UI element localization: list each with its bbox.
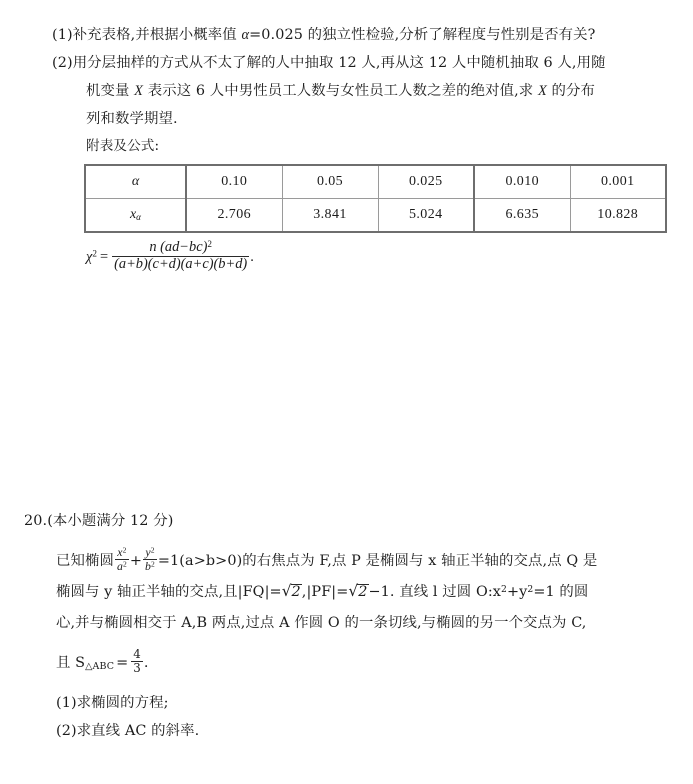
ellipse-den-a-sup: 2 <box>122 559 127 569</box>
random-variable-x: X <box>134 83 144 99</box>
question20-body-line2 <box>56 584 588 599</box>
table-cell-alpha-3: 0.010 <box>474 165 570 199</box>
chi-square-formula <box>86 240 254 272</box>
area-denominator: 3 <box>133 660 141 675</box>
alpha-symbol: α <box>241 27 250 43</box>
part1-text-after: 的独立性检验,分析了解程度与性别是否有关? <box>302 27 596 43</box>
ellipse-num-x-base: x <box>117 545 123 559</box>
table-cell-xalpha-0: 2.706 <box>186 199 282 233</box>
chi-denominator: (a+b)(c+d)(a+c)(b+d) <box>114 255 248 272</box>
chi-numerator <box>112 240 249 256</box>
sqrt-2-first <box>282 584 302 599</box>
part2-line2-b: 表示这 6 人中男性员工人数与女性员工人数之差的绝对值,求 <box>143 83 538 99</box>
question20-score-note: (本小题满分 12 分) <box>47 513 174 529</box>
table-header-x-alpha <box>85 199 186 233</box>
formula-trailing-dot: . <box>250 248 254 265</box>
part1-label: (1) <box>52 27 73 43</box>
q20-l2-a: 椭圆与 y 轴正半轴的交点,且|FQ|= <box>56 584 282 600</box>
question20-number: 20. <box>24 513 48 529</box>
question20-sub1-text: 求椭圆的方程; <box>76 695 169 711</box>
circle-y-exponent: 2 <box>527 583 534 595</box>
table-cell-alpha-4: 0.001 <box>570 165 666 199</box>
table-cell-alpha-1: 0.05 <box>282 165 378 199</box>
table-cell-alpha-2: 0.025 <box>378 165 474 199</box>
question20-sub2 <box>56 724 199 738</box>
question19-part2-line1 <box>52 56 606 70</box>
radical-body-1: 2 <box>291 584 301 600</box>
table-cell-xalpha-2: 5.024 <box>378 199 474 233</box>
random-variable-x-2: X <box>537 83 547 99</box>
part1-text-before: 补充表格,并根据小概率值 <box>72 27 242 43</box>
table-cell-alpha-0: 0.10 <box>186 165 282 199</box>
ellipse-plus: + <box>129 552 143 569</box>
chi-symbol: χ <box>86 248 93 265</box>
chi-numerator-exponent: 2 <box>207 239 212 249</box>
part2-line2-c: 的分布 <box>546 83 595 99</box>
part1-equals: = <box>249 27 262 43</box>
question19-part2-line3 <box>86 112 178 126</box>
critical-value-table <box>84 164 667 233</box>
part2-line1-text: 用分层抽样的方式从不太了解的人中抽取 12 人,再从这 12 人中随机抽取 6 人,用随 <box>72 55 606 71</box>
question19-part1-line <box>52 28 595 42</box>
q20-l2-d: +y <box>506 584 528 600</box>
part1-alpha-value: 0.025 <box>261 27 303 43</box>
table-header-x-sub: α <box>136 212 142 223</box>
ellipse-num-y <box>143 546 157 559</box>
radical-sign-2: √ <box>348 582 359 600</box>
radical-sign-1: √ <box>281 582 292 600</box>
ellipse-den-b-sup: 2 <box>151 559 155 569</box>
ellipse-den-a-base: a <box>116 558 123 573</box>
attachment-heading: 附表及公式: <box>86 138 160 154</box>
q20-l2-b: ,|PF|= <box>301 584 349 600</box>
question20-body-line3: 心,并与椭圆相交于 A,B 两点,过点 A 作圆 O 的一条切线,与椭圆的另一个交点为 C, <box>56 615 587 631</box>
table-row-alpha <box>85 165 666 199</box>
ellipse-num-x <box>115 546 129 559</box>
q20-l4-equals: = <box>116 654 129 671</box>
ellipse-num-y-base: y <box>145 545 151 559</box>
part2-label: (2) <box>52 55 73 71</box>
question20-sub2-label: (2) <box>56 723 77 739</box>
q20-l2-e: =1 的圆 <box>533 584 589 600</box>
ellipse-den-a <box>115 559 129 573</box>
part2-line3-text: 列和数学期望. <box>86 111 178 127</box>
radical-body-2: 2 <box>358 584 368 600</box>
sqrt-2-second <box>348 584 368 599</box>
question19-part2-line2 <box>86 84 595 98</box>
part2-line2-a: 机变量 <box>86 83 135 99</box>
q20-l2-c: −1. 直线 l 过圆 O:x <box>368 584 502 600</box>
ellipse-num-x-sup: 2 <box>122 545 127 555</box>
table-cell-xalpha-3: 6.635 <box>474 199 570 233</box>
q20-l1-prefix: 已知椭圆 <box>56 552 114 569</box>
area-fraction <box>131 648 143 675</box>
triangle-abc-subscript: △ABC <box>85 660 115 672</box>
question20-sub2-text: 求直线 AC 的斜率. <box>76 723 200 739</box>
table-cell-xalpha-4: 10.828 <box>570 199 666 233</box>
q20-l4-trailing: . <box>143 654 149 671</box>
area-numerator: 4 <box>133 647 141 661</box>
question20-body-line1 <box>56 546 597 573</box>
ellipse-den-b-base: b <box>145 558 152 573</box>
chi-square-fraction <box>112 240 249 272</box>
question20-header <box>24 514 173 528</box>
question20-sub1-label: (1) <box>56 695 77 711</box>
question20-sub1 <box>56 696 169 710</box>
table-header-x-base: x <box>129 207 137 222</box>
table-cell-xalpha-1: 3.841 <box>282 199 378 233</box>
question20-body-line4 <box>56 648 149 675</box>
ellipse-num-y-sup: 2 <box>150 545 155 555</box>
circle-x-exponent: 2 <box>501 583 507 595</box>
chi-exponent: 2 <box>92 248 97 259</box>
q20-l4-prefix: 且 S <box>56 654 86 671</box>
formula-equals: = <box>99 248 109 265</box>
ellipse-term-x2a2 <box>115 546 129 573</box>
chi-numerator-text: n (ad−bc) <box>149 239 208 256</box>
table-header-alpha: α <box>85 165 186 199</box>
ellipse-term-y2b2 <box>143 546 157 573</box>
ellipse-den-b <box>143 559 157 573</box>
table-row-xalpha <box>85 199 666 233</box>
q20-l1-suffix: =1(a>b>0)的右焦点为 F,点 P 是椭圆与 x 轴正半轴的交点,点 Q 是 <box>157 552 598 569</box>
